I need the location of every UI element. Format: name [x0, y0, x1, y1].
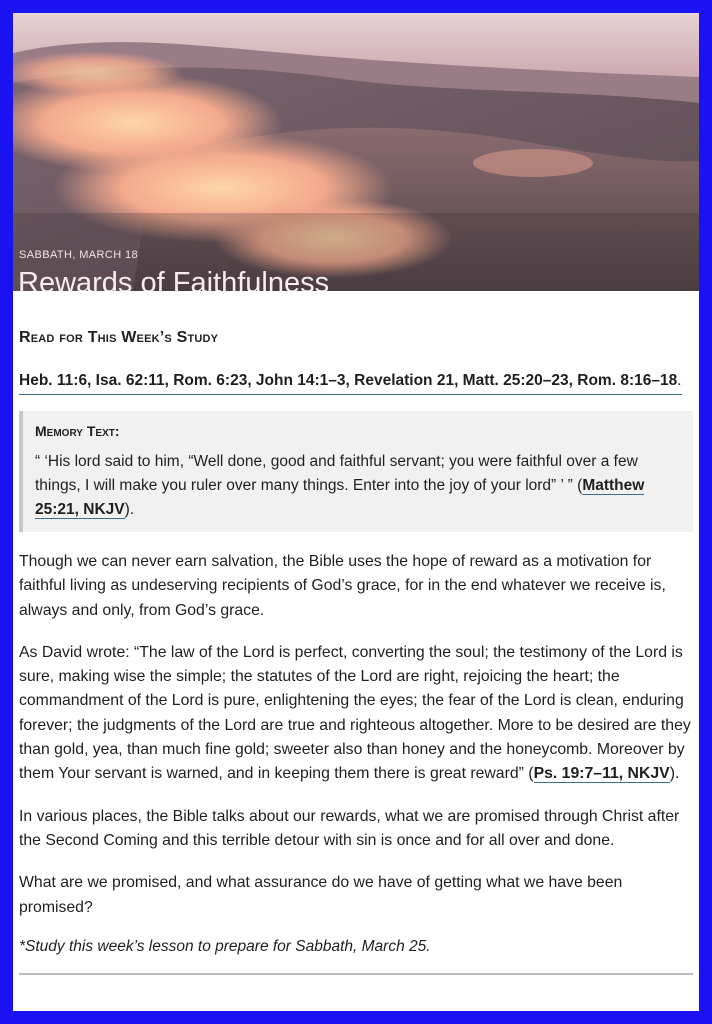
psalm-reference-link[interactable]: Ps. 19:7–11, NKJV	[533, 765, 670, 783]
reading-page	[13, 13, 699, 1011]
paragraph-2-text: As David wrote: “The law of the Lord is perfect, converting the soul; the testimony of the Lord is sure, making wise the simple; the statutes of the Lord are right, rejoicing the heart; the commandment of the Lord is pure, enlightening the eyes; the fear of the Lord is clean, enduring forever; the judgments of the Lord are true and righteous altogether. More to be desired are they than gold, yea, than much fine gold; sweeter also than honey and the honeycomb. Moreover by them Your servant is warned, and in keeping them there is great reward” (	[19, 643, 691, 783]
paragraph-2	[19, 641, 693, 787]
memory-verse: “ ‘His lord said to him, “Well done, good and faithful servant; you were faithful over a few things, I will make you ruler over many things. Enter into the joy of your lord” ’ ” (	[35, 453, 638, 494]
paragraph-4: What are we promised, and what assurance do we have of getting what we have been promised?	[19, 874, 623, 916]
lesson-content	[13, 329, 699, 975]
lesson-date: SABBATH, MARCH 18	[19, 249, 139, 261]
paragraph-1: Though we can never earn salvation, the Bible uses the hope of reward as a motivation for faithful living as undeserving recipients of God’s grace, for in the end whatever we receive is, always and only, from God’s grace.	[19, 553, 666, 619]
study-references-link[interactable]: Heb. 11:6, Isa. 62:11, Rom. 6:23, John 14:1–3, Revelation 21, Matt. 25:20–23, Rom. 8:16–18	[19, 372, 678, 389]
paragraph-2-close: ).	[669, 765, 680, 783]
study-references	[19, 372, 682, 395]
memory-text-label: Memory Text:	[35, 423, 120, 439]
memory-close: ).	[124, 501, 135, 518]
memory-text-box	[19, 411, 693, 532]
bottom-divider	[19, 973, 693, 975]
lesson-title: Rewards of Faithfulness	[18, 267, 330, 291]
paragraph-3: In various places, the Bible talks about our rewards, what we are promised through Christ after the Second Coming and this terrible detour with sin is once and for all over and done.	[19, 807, 680, 849]
read-section-heading: Read for This Week’s Study	[19, 329, 219, 346]
references-period: .	[677, 372, 682, 389]
memory-verse-reference-link[interactable]: Matthew 25:21, NKJV	[35, 477, 645, 518]
hero-image	[13, 13, 699, 291]
study-note: *Study this week’s lesson to prepare for Sabbath, March 25.	[19, 937, 431, 955]
memory-text-body	[35, 450, 679, 522]
